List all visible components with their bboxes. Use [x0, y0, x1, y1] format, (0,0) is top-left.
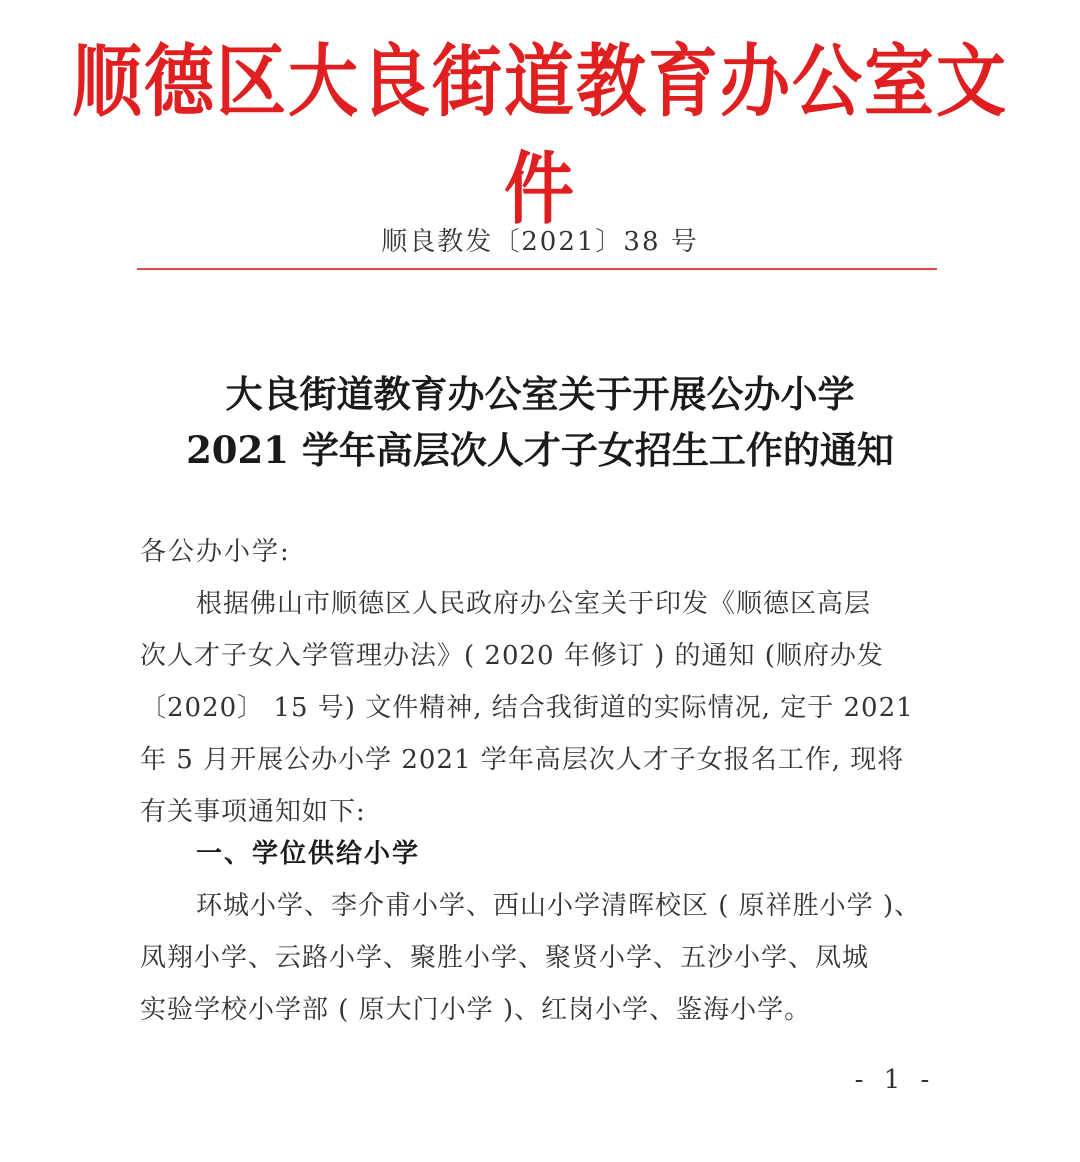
paragraph-line: 凤翔小学、云路小学、聚胜小学、聚贤小学、五沙小学、凤城	[140, 943, 870, 973]
paragraph-line: 根据佛山市顺德区人民政府办公室关于印发《顺德区高层	[196, 589, 872, 619]
paragraph-line: 有关事项通知如下:	[140, 797, 366, 827]
page-number: - 1 -	[854, 1065, 936, 1095]
document-header-title: 顺德区大良街道教育办公室文件	[72, 35, 1008, 236]
salutation: 各公办小学:	[140, 537, 291, 567]
red-separator-line	[137, 268, 937, 270]
paragraph-line: 次人才子女入学管理办法》( 2020 年修订 ) 的通知 (顺府办发	[140, 641, 884, 671]
section-heading-1: 一、学位供给小学	[196, 839, 421, 869]
paragraph-line: 〔2020〕 15 号) 文件精神, 结合我街道的实际情况, 定于 2021	[140, 693, 914, 723]
paragraph-line: 年 5 月开展公办小学 2021 学年高层次人才子女报名工作, 现将	[140, 745, 905, 775]
notice-title-line-1: 大良街道教育办公室关于开展公办小学	[225, 372, 855, 416]
paragraph-line: 环城小学、李介甫小学、西山小学清晖校区 ( 原祥胜小学 )、	[196, 891, 922, 921]
document-number: 顺良教发〔2021〕38 号	[381, 227, 699, 257]
body-paragraph-1	[140, 578, 940, 838]
notice-title	[0, 366, 1080, 478]
body-paragraph-2	[140, 880, 940, 1036]
notice-title-line-2: 2021 学年高层次人才子女招生工作的通知	[186, 428, 894, 472]
paragraph-line: 实验学校小学部 ( 原大门小学 )、红岗小学、鉴海小学。	[140, 995, 812, 1025]
